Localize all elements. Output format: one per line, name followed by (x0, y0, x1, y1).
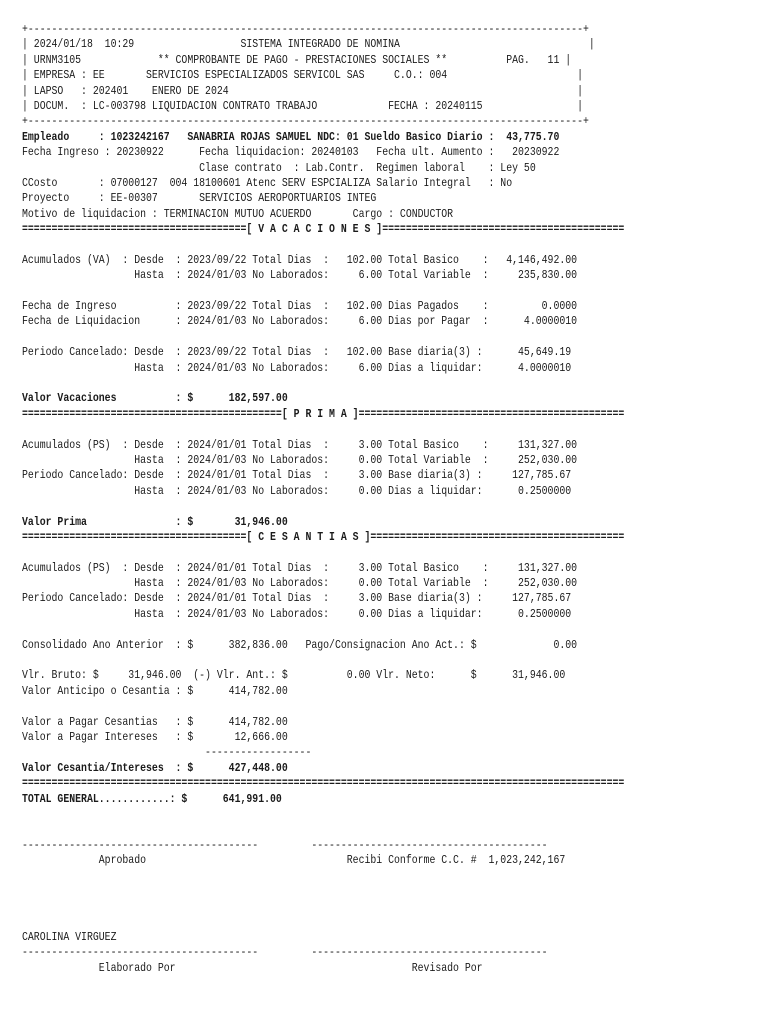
blank-line (22, 237, 457, 252)
prima-value: Valor Prima : $ 31,946.00 (22, 514, 288, 529)
prima-section-header: ============================================[ P R I M A ]============================================= (22, 406, 625, 421)
signature-labels-bottom: Elaborado Por Revisado Por (22, 960, 483, 975)
vacaciones-accumulated-from: Acumulados (VA) : Desde : 2023/09/22 Total Dias : 102.00 Total Basico : 4,146,492.00 (22, 252, 578, 267)
header-border-top: +----------------------------------------------------------------------------------------------+ (22, 22, 589, 36)
blank-line (22, 622, 457, 637)
vacaciones-value: Valor Vacaciones : $ 182,597.00 (22, 391, 288, 406)
prima-accumulated-to: Hasta : 2024/01/03 No Laborados: 0.00 Total Variable : 252,030.00 (22, 452, 578, 467)
cesantias-interest-total: Valor Cesantia/Intereses : $ 427,448.00 (22, 760, 288, 775)
blank-line (22, 899, 457, 914)
employee-line: Empleado : 1023242167 SANABRIA ROJAS SAMUEL NDC: 01 Sueldo Basico Diario : 43,775.70 (22, 129, 560, 144)
header-date-system-line: | 2024/01/18 10:29 SISTEMA INTEGRADO DE NOMINA | (22, 37, 595, 52)
interest-pay-line: Valor a Pagar Intereses : $ 12,666.00 (22, 729, 288, 744)
blank-line (22, 807, 457, 822)
vacaciones-section-header: ======================================[ V A C A C I O N E S ]========================================= (22, 222, 625, 237)
header-report-title-line: | URNM3105 ** COMPROBANTE DE PAGO - PRESTACIONES SOCIALES ** PAG. 11 | (22, 52, 572, 67)
total-general: TOTAL GENERAL............: $ 641,991.00 (22, 791, 282, 806)
cesantias-accumulated-to: Hasta : 2024/01/03 No Laborados: 0.00 Total Variable : 252,030.00 (22, 576, 578, 591)
employee-reason-line: Motivo de liquidacion : TERMINACION MUTUO ACUERDO Cargo : CONDUCTOR (22, 206, 454, 221)
total-separator: ====================================================================================================== (22, 776, 625, 791)
vacaciones-accumulated-to: Hasta : 2024/01/03 No Laborados: 6.00 Total Variable : 235,830.00 (22, 268, 578, 283)
blank-line (22, 545, 457, 560)
cesantias-period-to: Hasta : 2024/01/03 No Laborados: 0.00 Dias a liquidar: 0.2500000 (22, 606, 572, 621)
header-company-line: | EMPRESA : EE SERVICIOS ESPECIALIZADOS SERVICOL SAS C.O.: 004 | (22, 68, 583, 83)
blank-line (22, 284, 457, 299)
cesantias-accumulated-from: Acumulados (PS) : Desde : 2024/01/01 Total Dias : 3.00 Total Basico : 131,327.00 (22, 560, 578, 575)
blank-line (22, 422, 457, 437)
blank-line (22, 884, 457, 899)
header-period-line: | LAPSO : 202401 ENERO DE 2024 | (22, 83, 583, 98)
cesantias-gross-net-line: Vlr. Bruto: $ 31,946.00 (-) Vlr. Ant.: $ 0.00 Vlr. Neto: $ 31,946.00 (22, 668, 566, 683)
header-border-bottom: +----------------------------------------------------------------------------------------------+ (22, 114, 589, 129)
blank-line (22, 376, 457, 391)
cesantias-prior-year-line: Consolidado Ano Anterior : $ 382,836.00 Pago/Consignacion Ano Act.: $ 0.00 (22, 637, 578, 652)
blank-line (22, 822, 457, 837)
header-document-line: | DOCUM. : LC-003798 LIQUIDACION CONTRATO TRABAJO FECHA : 20240115 | (22, 98, 583, 113)
cesantias-advance-line: Valor Anticipo o Cesantia : $ 414,782.00 (22, 683, 288, 698)
employee-contract-line: Clase contrato : Lab.Contr. Regimen laboral : Ley 50 (22, 160, 536, 175)
employee-project-line: Proyecto : EE-00307 SERVICIOS AEROPORTUARIOS INTEG (22, 191, 377, 206)
blank-line (22, 330, 457, 345)
vacaciones-period-to: Hasta : 2024/01/03 No Laborados: 6.00 Dias a liquidar: 4.0000010 (22, 360, 572, 375)
blank-line (22, 499, 457, 514)
vacaciones-period-from: Periodo Cancelado: Desde : 2023/09/22 Total Dias : 102.00 Base diaria(3) : 45,649.19 (22, 345, 572, 360)
subtotal-rule: ------------------ (22, 745, 312, 760)
preparer-name: CAROLINA VIRGUEZ (22, 930, 117, 945)
prima-period-to: Hasta : 2024/01/03 No Laborados: 0.00 Dias a liquidar: 0.2500000 (22, 483, 572, 498)
blank-line (22, 699, 457, 714)
blank-line (22, 653, 457, 668)
signature-lines-top: ---------------------------------------- ---------------------------------------- (22, 837, 548, 852)
vacaciones-start-date: Fecha de Ingreso : 2023/09/22 Total Dias : 102.00 Dias Pagados : 0.0000 (22, 299, 578, 314)
blank-line (22, 868, 457, 883)
blank-line (22, 915, 457, 930)
cesantias-section-header: ======================================[ C E S A N T I A S ]=========================================== (22, 529, 625, 544)
employee-dates-line: Fecha Ingreso : 20230922 Fecha liquidacion: 20240103 Fecha ult. Aumento : 20230922 (22, 145, 560, 160)
payslip-document (22, 22, 625, 976)
cesantias-pay-line: Valor a Pagar Cesantias : $ 414,782.00 (22, 714, 288, 729)
employee-cost-center-line: CCosto : 07000127 004 18100601 Atenc SERV ESPCIALIZA Salario Integral : No (22, 175, 513, 190)
prima-period-from: Periodo Cancelado: Desde : 2024/01/01 Total Dias : 3.00 Base diaria(3) : 127,785.67 (22, 468, 572, 483)
signature-labels-top: Aprobado Recibi Conforme C.C. # 1,023,242,167 (22, 853, 566, 868)
cesantias-period-from: Periodo Cancelado: Desde : 2024/01/01 Total Dias : 3.00 Base diaria(3) : 127,785.67 (22, 591, 572, 606)
signature-lines-bottom: ---------------------------------------- ---------------------------------------- (22, 945, 548, 960)
vacaciones-settlement-date: Fecha de Liquidacion : 2024/01/03 No Laborados: 6.00 Dias por Pagar : 4.0000010 (22, 314, 578, 329)
prima-accumulated-from: Acumulados (PS) : Desde : 2024/01/01 Total Dias : 3.00 Total Basico : 131,327.00 (22, 437, 578, 452)
